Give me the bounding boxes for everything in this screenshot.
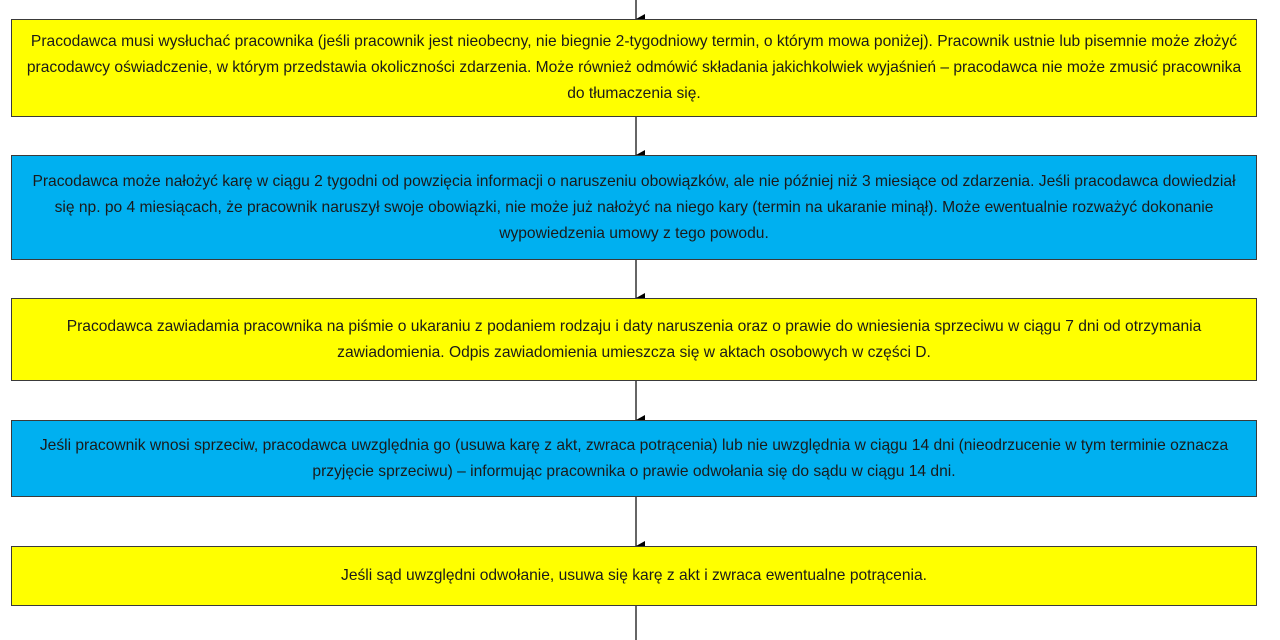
flow-step-text: Jeśli pracownik wnosi sprzeciw, pracodawca uwzględnia go (usuwa karę z akt, zwraca potrącenia) lub nie uwzględnia w ciągu 14 dni (nieodrzucenie w tym terminie oznacza przyjęcie sprzeciwu) – informując pracownika o prawie odwołania się do sądu w ciągu 14 dni. bbox=[39, 436, 1229, 480]
flow-step-hearing bbox=[11, 19, 1257, 117]
flow-step-text: Pracodawca musi wysłuchać pracownika (jeśli pracownik jest nieobecny, nie biegnie 2-tygodniowy termin, o którym mowa poniżej). Pracownik ustnie lub pisemnie może złożyć pracodawcy oświadczenie, w którym przedstawia okoliczności zdarzenia. Może również odmówić składania jakichkolwiek wyjaśnień – pracodawca nie może zmusić pracownika do tłumaczenia się. bbox=[26, 33, 1242, 102]
flow-step-text: Jeśli sąd uwzględni odwołanie, usuwa się karę z akt i zwraca ewentualne potrącenia. bbox=[341, 567, 927, 584]
flow-step-text: Pracodawca zawiadamia pracownika na piśmie o ukaraniu z podaniem rodzaju i daty naruszenia oraz o prawie do wniesienia sprzeciwu w ciągu 7 dni od otrzymania zawiadomienia. Odpis zawiadomienia umieszcza się w aktach osobowych w części D. bbox=[66, 317, 1202, 361]
flow-step-text: Pracodawca może nałożyć karę w ciągu 2 tygodni od powzięcia informacji o naruszeniu obowiązków, ale nie później niż 3 miesiące od zdarzenia. Jeśli pracodawca dowiedział się np. po 4 miesiącach, że pracownik naruszył swoje obowiązki, nie może już nałożyć na niego kary (termin na ukaranie minął). Może ewentualnie rozważyć dokonanie wypowiedzenia umowy z tego powodu. bbox=[32, 172, 1236, 242]
flow-step-written-notice bbox=[11, 298, 1257, 381]
flow-step-objection bbox=[11, 420, 1257, 497]
flow-step-court-appeal bbox=[11, 546, 1257, 606]
flow-step-penalty-deadline bbox=[11, 155, 1257, 260]
